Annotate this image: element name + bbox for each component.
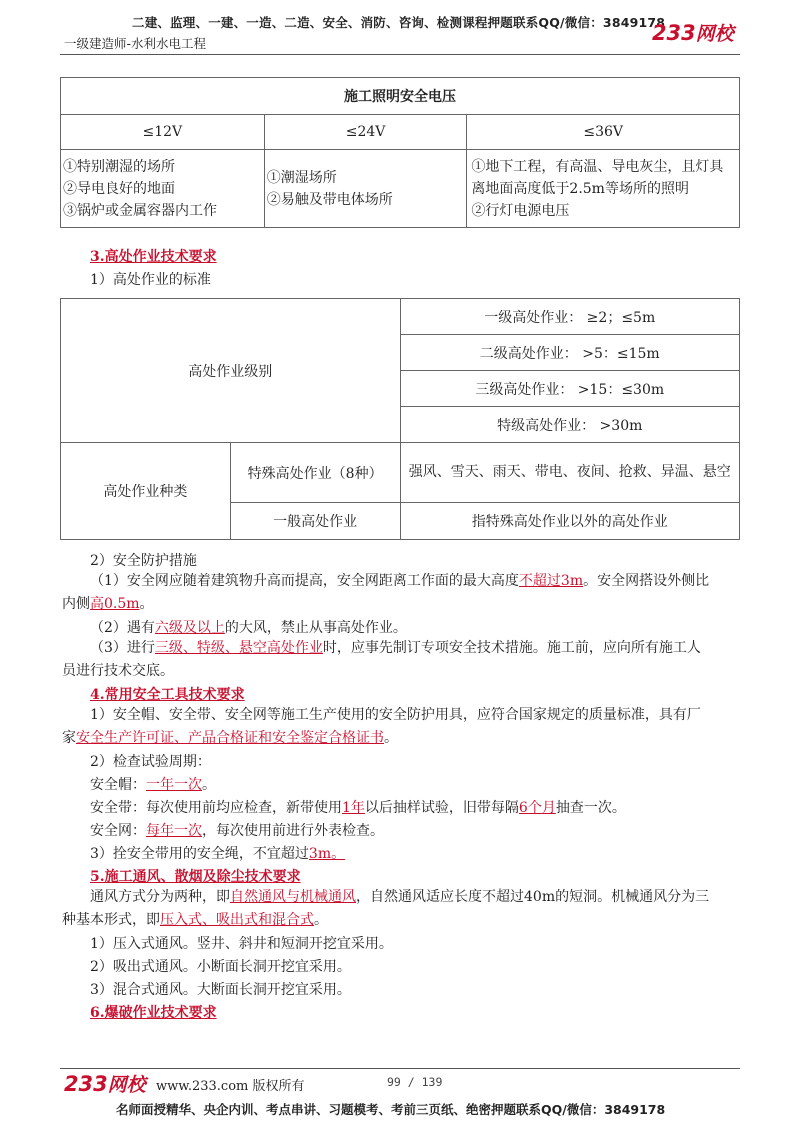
logo-number: 233 (652, 21, 696, 45)
height-level-label: 高处作业级别 (61, 299, 401, 443)
voltage-header-36v: ≤36V (467, 115, 740, 150)
net-inspection: 安全网：每年一次，每次使用前进行外表检查。 (90, 823, 384, 839)
voltage-header-24v: ≤24V (264, 115, 467, 150)
height-type-label: 高处作业种类 (61, 443, 231, 540)
voltage-table (60, 77, 740, 228)
level3-paragraph: （3）进行三级、特级、悬空高处作业时，应事先制订专项安全技术措施。施工前，应向所有施工人 员进行技术交底。 (62, 640, 701, 679)
ventilation-paragraph: 通风方式分为两种，即自然通风与机械通风，自然通风适应长度不超过40m的短洞。机械通风分为三 种基本形式，即压入式、吸出式和混合式。 (62, 889, 710, 928)
footer-promo-text: 名师面授精华、央企内训、考点串讲、习题模考、考前三页纸、绝密押题联系QQ/微信：3849178 (116, 1102, 666, 1117)
footer-divider (60, 1068, 740, 1069)
vent-item-1: 1）压入式通风。竖井、斜井和短洞开挖宜采用。 (90, 936, 393, 952)
voltage-header-12v: ≤12V (61, 115, 265, 150)
section-5-heading: 5.施工通风、散烟及除尘技术要求 (90, 869, 301, 885)
safety-tools-paragraph: 1）安全帽、安全带、安全网等施工生产使用的安全防护用具，应符合国家规定的质量标准，具有厂 家安全生产许可证、产品合格证和安全鉴定合格证书。 (62, 707, 701, 746)
safety-net-paragraph: （1）安全网应随着建筑物升高而提高，安全网距离工作面的最大高度不超过3m。安全网搭设外侧比 内侧高0.5m。 (62, 573, 710, 612)
section-3-sub2: 2）安全防护措施 (90, 553, 197, 569)
special-height-work-desc: 强风、雪天、雨天、带电、夜间、抢救、异温、悬空 (400, 443, 740, 503)
page-number: 99 / 139 (387, 1075, 443, 1089)
vent-item-3: 3）混合式通风。大断面长洞开挖宜采用。 (90, 982, 351, 998)
section-3-heading: 3.高处作业技术要求 (90, 249, 217, 265)
vent-item-2: 2）吸出式通风。小断面长洞开挖宜采用。 (90, 959, 351, 975)
voltage-cell-12v: ①特别潮湿的场所 ②导电良好的地面 ③锅炉或金属容器内工作 (61, 150, 265, 228)
height-work-table (60, 298, 740, 540)
voltage-cell-24v: ①潮湿场所 ②易触及带电体场所 (264, 150, 467, 228)
section-3-sub1: 1）高处作业的标准 (90, 272, 211, 288)
belt-inspection: 安全带：每次使用前均应检查，新带使用1年以后抽样试验，旧带每隔6个月抽查一次。 (90, 800, 626, 816)
general-height-work: 一般高处作业 (230, 503, 400, 540)
header-divider (60, 54, 740, 55)
logo-text: 网校 (695, 23, 734, 45)
helmet-inspection: 安全帽：一年一次。 (90, 777, 216, 793)
header-subtitle: 一级建造师-水利水电工程 (64, 36, 207, 51)
voltage-cell-36v: ①地下工程，有高温、导电灰尘，且灯具离地面高度低于2.5m等场所的照明 ②行灯电源电压 (467, 150, 740, 228)
footer-copyright: www.233.com 版权所有 (156, 1079, 305, 1094)
header-logo (652, 19, 734, 46)
height-level-3: 三级高处作业： >15：≤30m (400, 371, 740, 407)
special-height-work: 特殊高处作业（8种） (230, 443, 400, 503)
inspection-period: 2）检查试验周期： (90, 754, 211, 770)
section-4-heading: 4.常用安全工具技术要求 (90, 687, 245, 703)
wind-paragraph: （2）遇有六级及以上的大风，禁止从事高处作业。 (90, 620, 407, 636)
height-level-1: 一级高处作业： ≥2；≤5m (400, 299, 740, 335)
header-promo-text: 二建、监理、一建、一造、二造、安全、消防、咨询、检测课程押题联系QQ/微信：3849178 (132, 15, 666, 30)
voltage-table-title: 施工照明安全电压 (61, 78, 740, 115)
footer-logo (64, 1070, 146, 1097)
height-level-2: 二级高处作业： >5：≤15m (400, 335, 740, 371)
height-level-special: 特级高处作业： >30m (400, 407, 740, 443)
rope-length: 3）拴安全带用的安全绳，不宜超过3m。 (90, 846, 346, 862)
footer-logo-number: 233 (64, 1072, 108, 1096)
footer-logo-text: 网校 (107, 1074, 146, 1096)
general-height-work-desc: 指特殊高处作业以外的高处作业 (400, 503, 740, 540)
section-6-heading: 6.爆破作业技术要求 (90, 1005, 217, 1021)
